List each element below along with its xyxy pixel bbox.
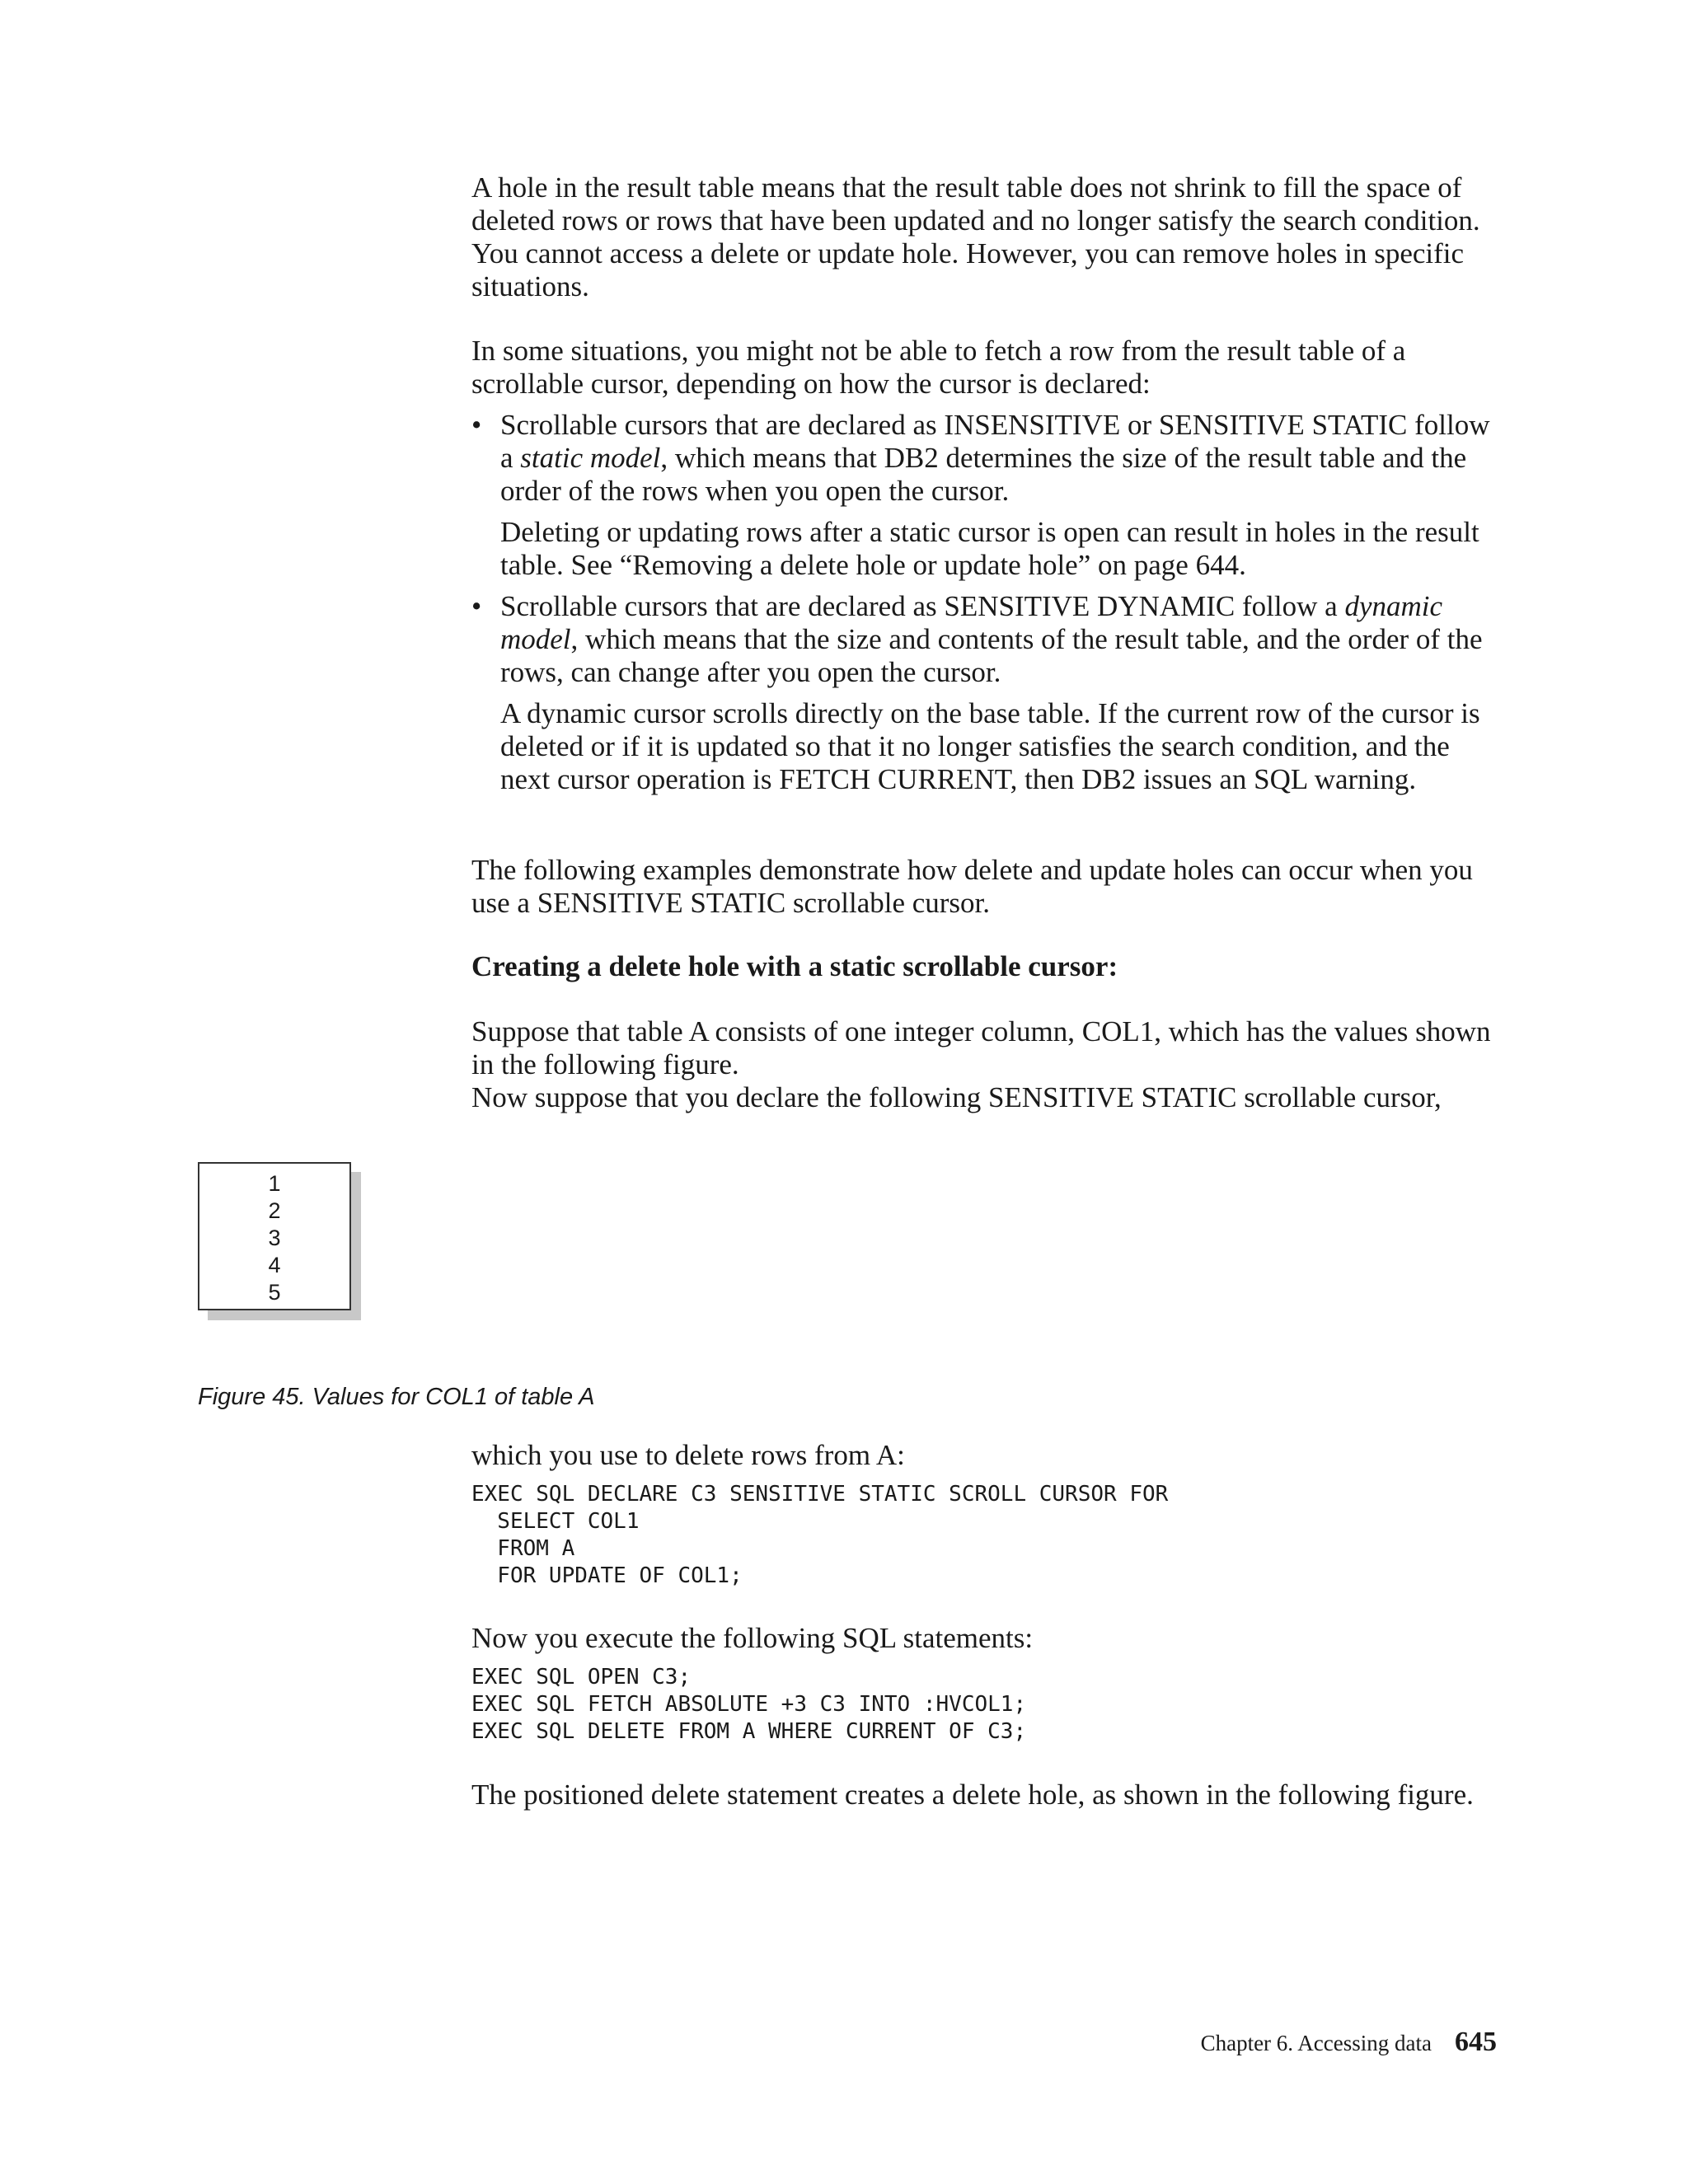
bullet-static-model bbox=[471, 409, 1498, 582]
bullet-subtext: Deleting or updating rows after a static cursor is open can result in holes in the result table. See “Removing a delete hole or update hole” on page 644. bbox=[500, 516, 1479, 581]
paragraph-execute-statements bbox=[471, 1622, 1498, 1655]
code-line: FOR UPDATE OF COL1; bbox=[471, 1563, 743, 1588]
figure-value: 2 bbox=[268, 1198, 281, 1223]
page-footer bbox=[1201, 2026, 1497, 2060]
paragraph-text: Now suppose that you declare the following SENSITIVE STATIC scrollable cursor, bbox=[471, 1081, 1442, 1113]
term-static-model: static model bbox=[520, 442, 661, 474]
paragraph-text: A hole in the result table means that the result table does not shrink to fill the space of deleted rows or rows that have been updated and no longer satisfy the search condition. You cannot access a delete or update hole. However, you can remove holes in specific situations. bbox=[471, 171, 1480, 302]
code-line: SELECT COL1 bbox=[471, 1509, 640, 1534]
paragraph-delete-rows bbox=[471, 1439, 1498, 1472]
figure-value: 3 bbox=[268, 1226, 281, 1250]
bullet-text: Scrollable cursors that are declared as SENSITIVE DYNAMIC follow a dynamic model, which means that the size and contents of the result table, and the order of the rows, can change after you open the cursor. bbox=[500, 590, 1483, 688]
bullet-glyph: • bbox=[471, 409, 482, 441]
paragraph-examples-intro bbox=[471, 854, 1498, 920]
figure-value: 4 bbox=[268, 1253, 281, 1277]
code-line: FROM A bbox=[471, 1536, 575, 1561]
heading-text: Creating a delete hole with a static scrollable cursor: bbox=[471, 950, 1118, 982]
term-dynamic-model: dynamic model bbox=[500, 590, 1443, 655]
code-block-statements bbox=[471, 1664, 1026, 1746]
figure-caption: Figure 45. Values for COL1 of table A bbox=[198, 1384, 595, 1410]
code-line: EXEC SQL DECLARE C3 SENSITIVE STATIC SCROLL CURSOR FOR bbox=[471, 1482, 1169, 1507]
section-heading bbox=[471, 950, 1498, 983]
chapter-title: Chapter 6. Accessing data bbox=[1200, 2031, 1432, 2055]
bullet-dynamic-model bbox=[471, 590, 1498, 796]
paragraph-text: The positioned delete statement creates a delete hole, as shown in the following figure. bbox=[471, 1779, 1474, 1811]
paragraph-fetch-situations bbox=[471, 335, 1498, 796]
paragraph-text: In some situations, you might not be able to fetch a row from the result table of a scrollable cursor, depending on how the cursor is declared: bbox=[471, 335, 1406, 400]
figure-value: 1 bbox=[268, 1171, 281, 1196]
bullet-glyph: • bbox=[471, 590, 482, 622]
figure-value: 5 bbox=[268, 1280, 281, 1305]
paragraph-text: which you use to delete rows from A: bbox=[471, 1439, 905, 1471]
figure-col1-values bbox=[198, 1162, 351, 1310]
page-number: 645 bbox=[1455, 2027, 1497, 2057]
paragraph-hole-definition bbox=[471, 171, 1498, 303]
paragraph-text: Now you execute the following SQL statements: bbox=[471, 1622, 1034, 1654]
code-line: EXEC SQL OPEN C3; bbox=[471, 1665, 692, 1690]
paragraph-text: The following examples demonstrate how delete and update holes can occur when you use a SENSITIVE STATIC scrollable cursor. bbox=[471, 854, 1473, 919]
code-line: EXEC SQL DELETE FROM A WHERE CURRENT OF C3; bbox=[471, 1719, 1027, 1744]
bullet-subtext: A dynamic cursor scrolls directly on the base table. If the current row of the cursor is deleted or if it is updated so that it no longer satisfies the search condition, and the next cursor operation is FETCH CURRENT, then DB2 issues an SQL warning. bbox=[500, 697, 1480, 795]
code-line: EXEC SQL FETCH ABSOLUTE +3 C3 INTO :HVCOL1; bbox=[471, 1692, 1027, 1717]
paragraph-table-a bbox=[471, 1015, 1498, 1114]
bullet-text: Scrollable cursors that are declared as INSENSITIVE or SENSITIVE STATIC follow a static model, which means that DB2 determines the size of the result table and the order of the rows when you open the cursor. bbox=[500, 409, 1490, 507]
code-block-declare bbox=[471, 1481, 1168, 1590]
paragraph-text: Suppose that table A consists of one integer column, COL1, which has the values shown in the following figure. bbox=[471, 1015, 1491, 1080]
paragraph-delete-hole bbox=[471, 1779, 1498, 1811]
